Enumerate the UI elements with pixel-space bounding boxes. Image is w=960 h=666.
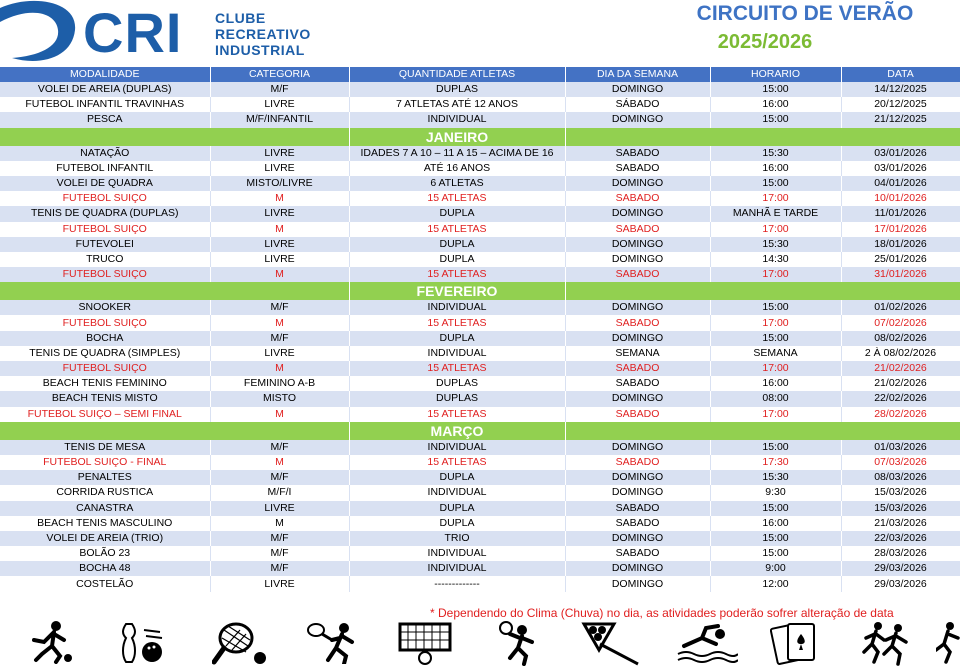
- table-cell: INDIVIDUAL: [349, 346, 565, 361]
- table-cell: SABADO: [565, 455, 710, 470]
- table-cell: BEACH TENIS MASCULINO: [0, 516, 210, 531]
- table-cell: 15:30: [710, 146, 841, 161]
- table-cell: FUTEBOL SUIÇO - FINAL: [0, 455, 210, 470]
- table-cell: DOMINGO: [565, 470, 710, 485]
- header: [0, 0, 960, 67]
- table-cell: LIVRE: [210, 346, 349, 361]
- table-cell: M: [210, 267, 349, 282]
- table-cell: LIVRE: [210, 97, 349, 112]
- table-cell: PESCA: [0, 112, 210, 127]
- logo-line-3: INDUSTRIAL: [215, 42, 305, 58]
- table-cell: 15 ATLETAS: [349, 315, 565, 330]
- table-cell: COSTELÃO: [0, 576, 210, 591]
- table-header-row: [0, 67, 960, 82]
- table-cell: 07/03/2026: [841, 455, 960, 470]
- table-cell: M/F/INFANTIL: [210, 112, 349, 127]
- month-row: [0, 422, 960, 440]
- table-cell: INDIVIDUAL: [349, 440, 565, 455]
- table-cell: VOLEI DE AREIA (DUPLAS): [0, 82, 210, 97]
- table-cell: MANHÃ E TARDE: [710, 206, 841, 221]
- table-cell: SABADO: [565, 407, 710, 422]
- column-header-data: DATA: [841, 67, 960, 82]
- bowling-icon: [118, 620, 168, 664]
- column-header-categoria: CATEGORIA: [210, 67, 349, 82]
- table-cell: INDIVIDUAL: [349, 112, 565, 127]
- column-header-quantidade: QUANTIDADE ATLETAS: [349, 67, 565, 82]
- logo-line-2: RECREATIVO: [215, 26, 311, 42]
- table-cell: TENIS DE QUADRA (SIMPLES): [0, 346, 210, 361]
- table-cell: DOMINGO: [565, 300, 710, 315]
- table-cell: 15 ATLETAS: [349, 407, 565, 422]
- table-cell: 25/01/2026: [841, 252, 960, 267]
- table-cell: M: [210, 315, 349, 330]
- season-title: 2025/2026: [717, 31, 813, 53]
- table-cell: FUTEBOL SUIÇO: [0, 315, 210, 330]
- tennis-racket-icon: [212, 620, 268, 666]
- table-cell: DOMINGO: [565, 391, 710, 406]
- table-cell: DOMINGO: [565, 252, 710, 267]
- table-row: [0, 531, 960, 546]
- table-cell: 17:00: [710, 315, 841, 330]
- table-cell: 17/01/2026: [841, 222, 960, 237]
- column-header-dia: DIA DA SEMANA: [565, 67, 710, 82]
- table-cell: 07/02/2026: [841, 315, 960, 330]
- table-cell: DUPLA: [349, 470, 565, 485]
- table-row: [0, 376, 960, 391]
- table-row: [0, 300, 960, 315]
- table-cell: LIVRE: [210, 501, 349, 516]
- table-cell: 10/01/2026: [841, 191, 960, 206]
- table-cell: 15:00: [710, 112, 841, 127]
- logo-text: [215, 10, 311, 58]
- table-cell: DUPLA: [349, 237, 565, 252]
- table-cell: BEACH TENIS FEMININO: [0, 376, 210, 391]
- table-cell: 28/02/2026: [841, 407, 960, 422]
- table-cell: DOMINGO: [565, 561, 710, 576]
- table-cell: 15:30: [710, 470, 841, 485]
- table-cell: SABADO: [565, 501, 710, 516]
- column-header-modalidade: MODALIDADE: [0, 67, 210, 82]
- table-cell: 15/03/2026: [841, 501, 960, 516]
- month-row: [0, 282, 960, 300]
- table-cell: 08/02/2026: [841, 331, 960, 346]
- table-cell: INDIVIDUAL: [349, 300, 565, 315]
- table-cell: DUPLAS: [349, 391, 565, 406]
- table-cell: DOMINGO: [565, 331, 710, 346]
- table-cell: FUTEBOL INFANTIL TRAVINHAS: [0, 97, 210, 112]
- soccer-player-icon: [30, 620, 76, 664]
- table-cell: M: [210, 407, 349, 422]
- table-cell: CANASTRA: [0, 501, 210, 516]
- schedule-table: [0, 67, 960, 592]
- table-cell: FUTEVOLEI: [0, 237, 210, 252]
- table-cell: DOMINGO: [565, 237, 710, 252]
- table-cell: SABADO: [565, 516, 710, 531]
- table-cell: TRUCO: [0, 252, 210, 267]
- table-cell: 08/03/2026: [841, 470, 960, 485]
- sports-icons-bar: [0, 618, 960, 664]
- table-row: [0, 440, 960, 455]
- table-cell: 17:00: [710, 222, 841, 237]
- column-header-horario: HORARIO: [710, 67, 841, 82]
- table-cell: 16:00: [710, 376, 841, 391]
- table-cell: 16:00: [710, 161, 841, 176]
- table-cell: DOMINGO: [565, 206, 710, 221]
- table-cell: 15/03/2026: [841, 485, 960, 500]
- table-cell: LIVRE: [210, 252, 349, 267]
- table-cell: DOMINGO: [565, 440, 710, 455]
- table-cell: MISTO/LIVRE: [210, 176, 349, 191]
- table-cell: DOMINGO: [565, 485, 710, 500]
- page-title: CIRCUITO DE VERÃO: [696, 2, 914, 25]
- table-cell: SABADO: [565, 222, 710, 237]
- table-row: [0, 470, 960, 485]
- table-cell: 28/03/2026: [841, 546, 960, 561]
- table-row: [0, 237, 960, 252]
- table-row: [0, 82, 960, 97]
- table-cell: DOMINGO: [565, 82, 710, 97]
- table-cell: SNOOKER: [0, 300, 210, 315]
- table-cell: TRIO: [349, 531, 565, 546]
- table-cell: INDIVIDUAL: [349, 546, 565, 561]
- table-cell: BOCHA: [0, 331, 210, 346]
- table-cell: 04/01/2026: [841, 176, 960, 191]
- month-spacer: [565, 128, 960, 146]
- table-cell: MISTO: [210, 391, 349, 406]
- table-body: [0, 82, 960, 592]
- table-cell: 9:00: [710, 561, 841, 576]
- table-cell: PENALTES: [0, 470, 210, 485]
- table-cell: IDADES 7 A 10 – 11 A 15 – ACIMA DE 16: [349, 146, 565, 161]
- table-row: [0, 346, 960, 361]
- table-cell: M/F: [210, 331, 349, 346]
- table-row: [0, 501, 960, 516]
- table-cell: 08:00: [710, 391, 841, 406]
- table-cell: 17:00: [710, 407, 841, 422]
- table-row: [0, 391, 960, 406]
- table-cell: 15:00: [710, 531, 841, 546]
- table-cell: 15:00: [710, 176, 841, 191]
- month-spacer: [565, 422, 960, 440]
- table-cell: 7 ATLETAS ATÉ 12 ANOS: [349, 97, 565, 112]
- swimmer-icon: [676, 620, 738, 664]
- table-row: [0, 331, 960, 346]
- table-cell: M: [210, 361, 349, 376]
- billiards-icon: [580, 620, 642, 666]
- table-cell: 01/03/2026: [841, 440, 960, 455]
- table-cell: LIVRE: [210, 576, 349, 591]
- table-cell: DUPLA: [349, 331, 565, 346]
- table-cell: M/F: [210, 546, 349, 561]
- table-cell: 15 ATLETAS: [349, 455, 565, 470]
- table-cell: DOMINGO: [565, 576, 710, 591]
- table-cell: 9:30: [710, 485, 841, 500]
- table-cell: SABADO: [565, 161, 710, 176]
- table-cell: M/F: [210, 561, 349, 576]
- table-cell: SABADO: [565, 546, 710, 561]
- table-cell: TENIS DE QUADRA (DUPLAS): [0, 206, 210, 221]
- table-cell: M: [210, 222, 349, 237]
- table-cell: CORRIDA RUSTICA: [0, 485, 210, 500]
- table-cell: SABADO: [565, 361, 710, 376]
- table-cell: 15 ATLETAS: [349, 267, 565, 282]
- table-cell: 15:00: [710, 440, 841, 455]
- logo-line-1: CLUBE: [215, 10, 266, 26]
- table-cell: 22/03/2026: [841, 531, 960, 546]
- table-cell: 21/12/2025: [841, 112, 960, 127]
- table-cell: SÁBADO: [565, 97, 710, 112]
- table-row: [0, 112, 960, 127]
- table-row: [0, 455, 960, 470]
- table-cell: 21/03/2026: [841, 516, 960, 531]
- table-cell: 17:00: [710, 361, 841, 376]
- table-cell: 03/01/2026: [841, 161, 960, 176]
- table-row: [0, 252, 960, 267]
- table-cell: DUPLA: [349, 516, 565, 531]
- table-cell: M/F: [210, 531, 349, 546]
- table-cell: LIVRE: [210, 161, 349, 176]
- table-cell: 01/02/2026: [841, 300, 960, 315]
- table-cell: FUTEBOL SUIÇO: [0, 191, 210, 206]
- table-cell: M: [210, 516, 349, 531]
- table-cell: 15 ATLETAS: [349, 361, 565, 376]
- tennis-player-icon: [306, 620, 358, 664]
- table-row: [0, 561, 960, 576]
- month-spacer: [0, 422, 349, 440]
- table-cell: 15:00: [710, 300, 841, 315]
- table-row: [0, 222, 960, 237]
- table-cell: M: [210, 191, 349, 206]
- table-cell: SEMANA: [565, 346, 710, 361]
- table-cell: FUTEBOL SUIÇO: [0, 222, 210, 237]
- table-cell: TENIS DE MESA: [0, 440, 210, 455]
- table-cell: INDIVIDUAL: [349, 561, 565, 576]
- table-cell: 17:00: [710, 191, 841, 206]
- table-cell: BOLÃO 23: [0, 546, 210, 561]
- month-spacer: [0, 128, 349, 146]
- table-cell: 03/01/2026: [841, 146, 960, 161]
- table-cell: 29/03/2026: [841, 576, 960, 591]
- table-cell: SABADO: [565, 191, 710, 206]
- table-row: [0, 485, 960, 500]
- table-row: [0, 206, 960, 221]
- table-cell: BOCHA 48: [0, 561, 210, 576]
- table-cell: 15:00: [710, 82, 841, 97]
- table-cell: LIVRE: [210, 146, 349, 161]
- table-cell: -------------: [349, 576, 565, 591]
- table-row: [0, 146, 960, 161]
- table-cell: ATÉ 16 ANOS: [349, 161, 565, 176]
- table-cell: DOMINGO: [565, 176, 710, 191]
- table-cell: M/F: [210, 440, 349, 455]
- table-cell: 20/12/2025: [841, 97, 960, 112]
- table-cell: INDIVIDUAL: [349, 485, 565, 500]
- soccer-goal-icon: [398, 620, 454, 666]
- table-row: [0, 576, 960, 591]
- table-row: [0, 97, 960, 112]
- table-cell: 15 ATLETAS: [349, 222, 565, 237]
- table-cell: 11/01/2026: [841, 206, 960, 221]
- month-spacer: [0, 282, 349, 300]
- month-row: [0, 128, 960, 146]
- table-cell: VOLEI DE QUADRA: [0, 176, 210, 191]
- table-cell: 16:00: [710, 97, 841, 112]
- table-cell: VOLEI DE AREIA (TRIO): [0, 531, 210, 546]
- table-cell: DUPLAS: [349, 376, 565, 391]
- month-label: JANEIRO: [349, 128, 565, 146]
- table-cell: FUTEBOL SUIÇO – SEMI FINAL: [0, 407, 210, 422]
- table-cell: DOMINGO: [565, 531, 710, 546]
- table-cell: 14:30: [710, 252, 841, 267]
- table-cell: 21/02/2026: [841, 376, 960, 391]
- table-cell: 2 À 08/02/2026: [841, 346, 960, 361]
- table-cell: 17:00: [710, 267, 841, 282]
- table-cell: 21/02/2026: [841, 361, 960, 376]
- table-row: [0, 176, 960, 191]
- runners-icon: [858, 620, 914, 666]
- table-cell: FUTEBOL SUIÇO: [0, 267, 210, 282]
- footnote: * Dependendo do Clima (Chuva) no dia, as atividades poderão sofrer alteração de data: [430, 606, 894, 620]
- table-cell: 18/01/2026: [841, 237, 960, 252]
- table-row: [0, 407, 960, 422]
- table-cell: LIVRE: [210, 237, 349, 252]
- playing-cards-icon: [770, 620, 822, 666]
- table-cell: SABADO: [565, 267, 710, 282]
- table-row: [0, 191, 960, 206]
- table-row: [0, 361, 960, 376]
- table-row: [0, 315, 960, 330]
- table-cell: SABADO: [565, 376, 710, 391]
- table-cell: DOMINGO: [565, 112, 710, 127]
- table-cell: 16:00: [710, 516, 841, 531]
- table-cell: 15 ATLETAS: [349, 191, 565, 206]
- table-cell: SABADO: [565, 146, 710, 161]
- table-cell: DUPLA: [349, 252, 565, 267]
- table-cell: 17:30: [710, 455, 841, 470]
- table-cell: M/F/I: [210, 485, 349, 500]
- table-cell: 31/01/2026: [841, 267, 960, 282]
- table-cell: DUPLA: [349, 206, 565, 221]
- table-cell: 22/02/2026: [841, 391, 960, 406]
- table-cell: DUPLA: [349, 501, 565, 516]
- table-row: [0, 546, 960, 561]
- table-cell: 15:00: [710, 501, 841, 516]
- table-cell: LIVRE: [210, 206, 349, 221]
- table-cell: M/F: [210, 300, 349, 315]
- table-cell: DUPLAS: [349, 82, 565, 97]
- table-cell: 29/03/2026: [841, 561, 960, 576]
- table-cell: SEMANA: [710, 346, 841, 361]
- table-cell: 14/12/2025: [841, 82, 960, 97]
- table-cell: NATAÇÃO: [0, 146, 210, 161]
- table-cell: 15:00: [710, 546, 841, 561]
- table-row: [0, 161, 960, 176]
- month-spacer: [565, 282, 960, 300]
- table-cell: M/F: [210, 82, 349, 97]
- table-cell: BEACH TENIS MISTO: [0, 391, 210, 406]
- table-cell: M/F: [210, 470, 349, 485]
- table-cell: FEMININO A-B: [210, 376, 349, 391]
- table-cell: 15:30: [710, 237, 841, 252]
- volleyball-player-icon: [496, 620, 546, 666]
- table-cell: SABADO: [565, 315, 710, 330]
- table-cell: FUTEBOL SUIÇO: [0, 361, 210, 376]
- month-label: MARÇO: [349, 422, 565, 440]
- logo-abbr: CRI: [83, 1, 183, 64]
- soccer-kick-icon: [936, 620, 960, 666]
- table-row: [0, 267, 960, 282]
- table-cell: 12:00: [710, 576, 841, 591]
- table-cell: FUTEBOL INFANTIL: [0, 161, 210, 176]
- table-cell: M: [210, 455, 349, 470]
- table-cell: 6 ATLETAS: [349, 176, 565, 191]
- table-row: [0, 516, 960, 531]
- table-cell: 15:00: [710, 331, 841, 346]
- month-label: FEVEREIRO: [349, 282, 565, 300]
- logo-swoosh-icon: [0, 0, 80, 66]
